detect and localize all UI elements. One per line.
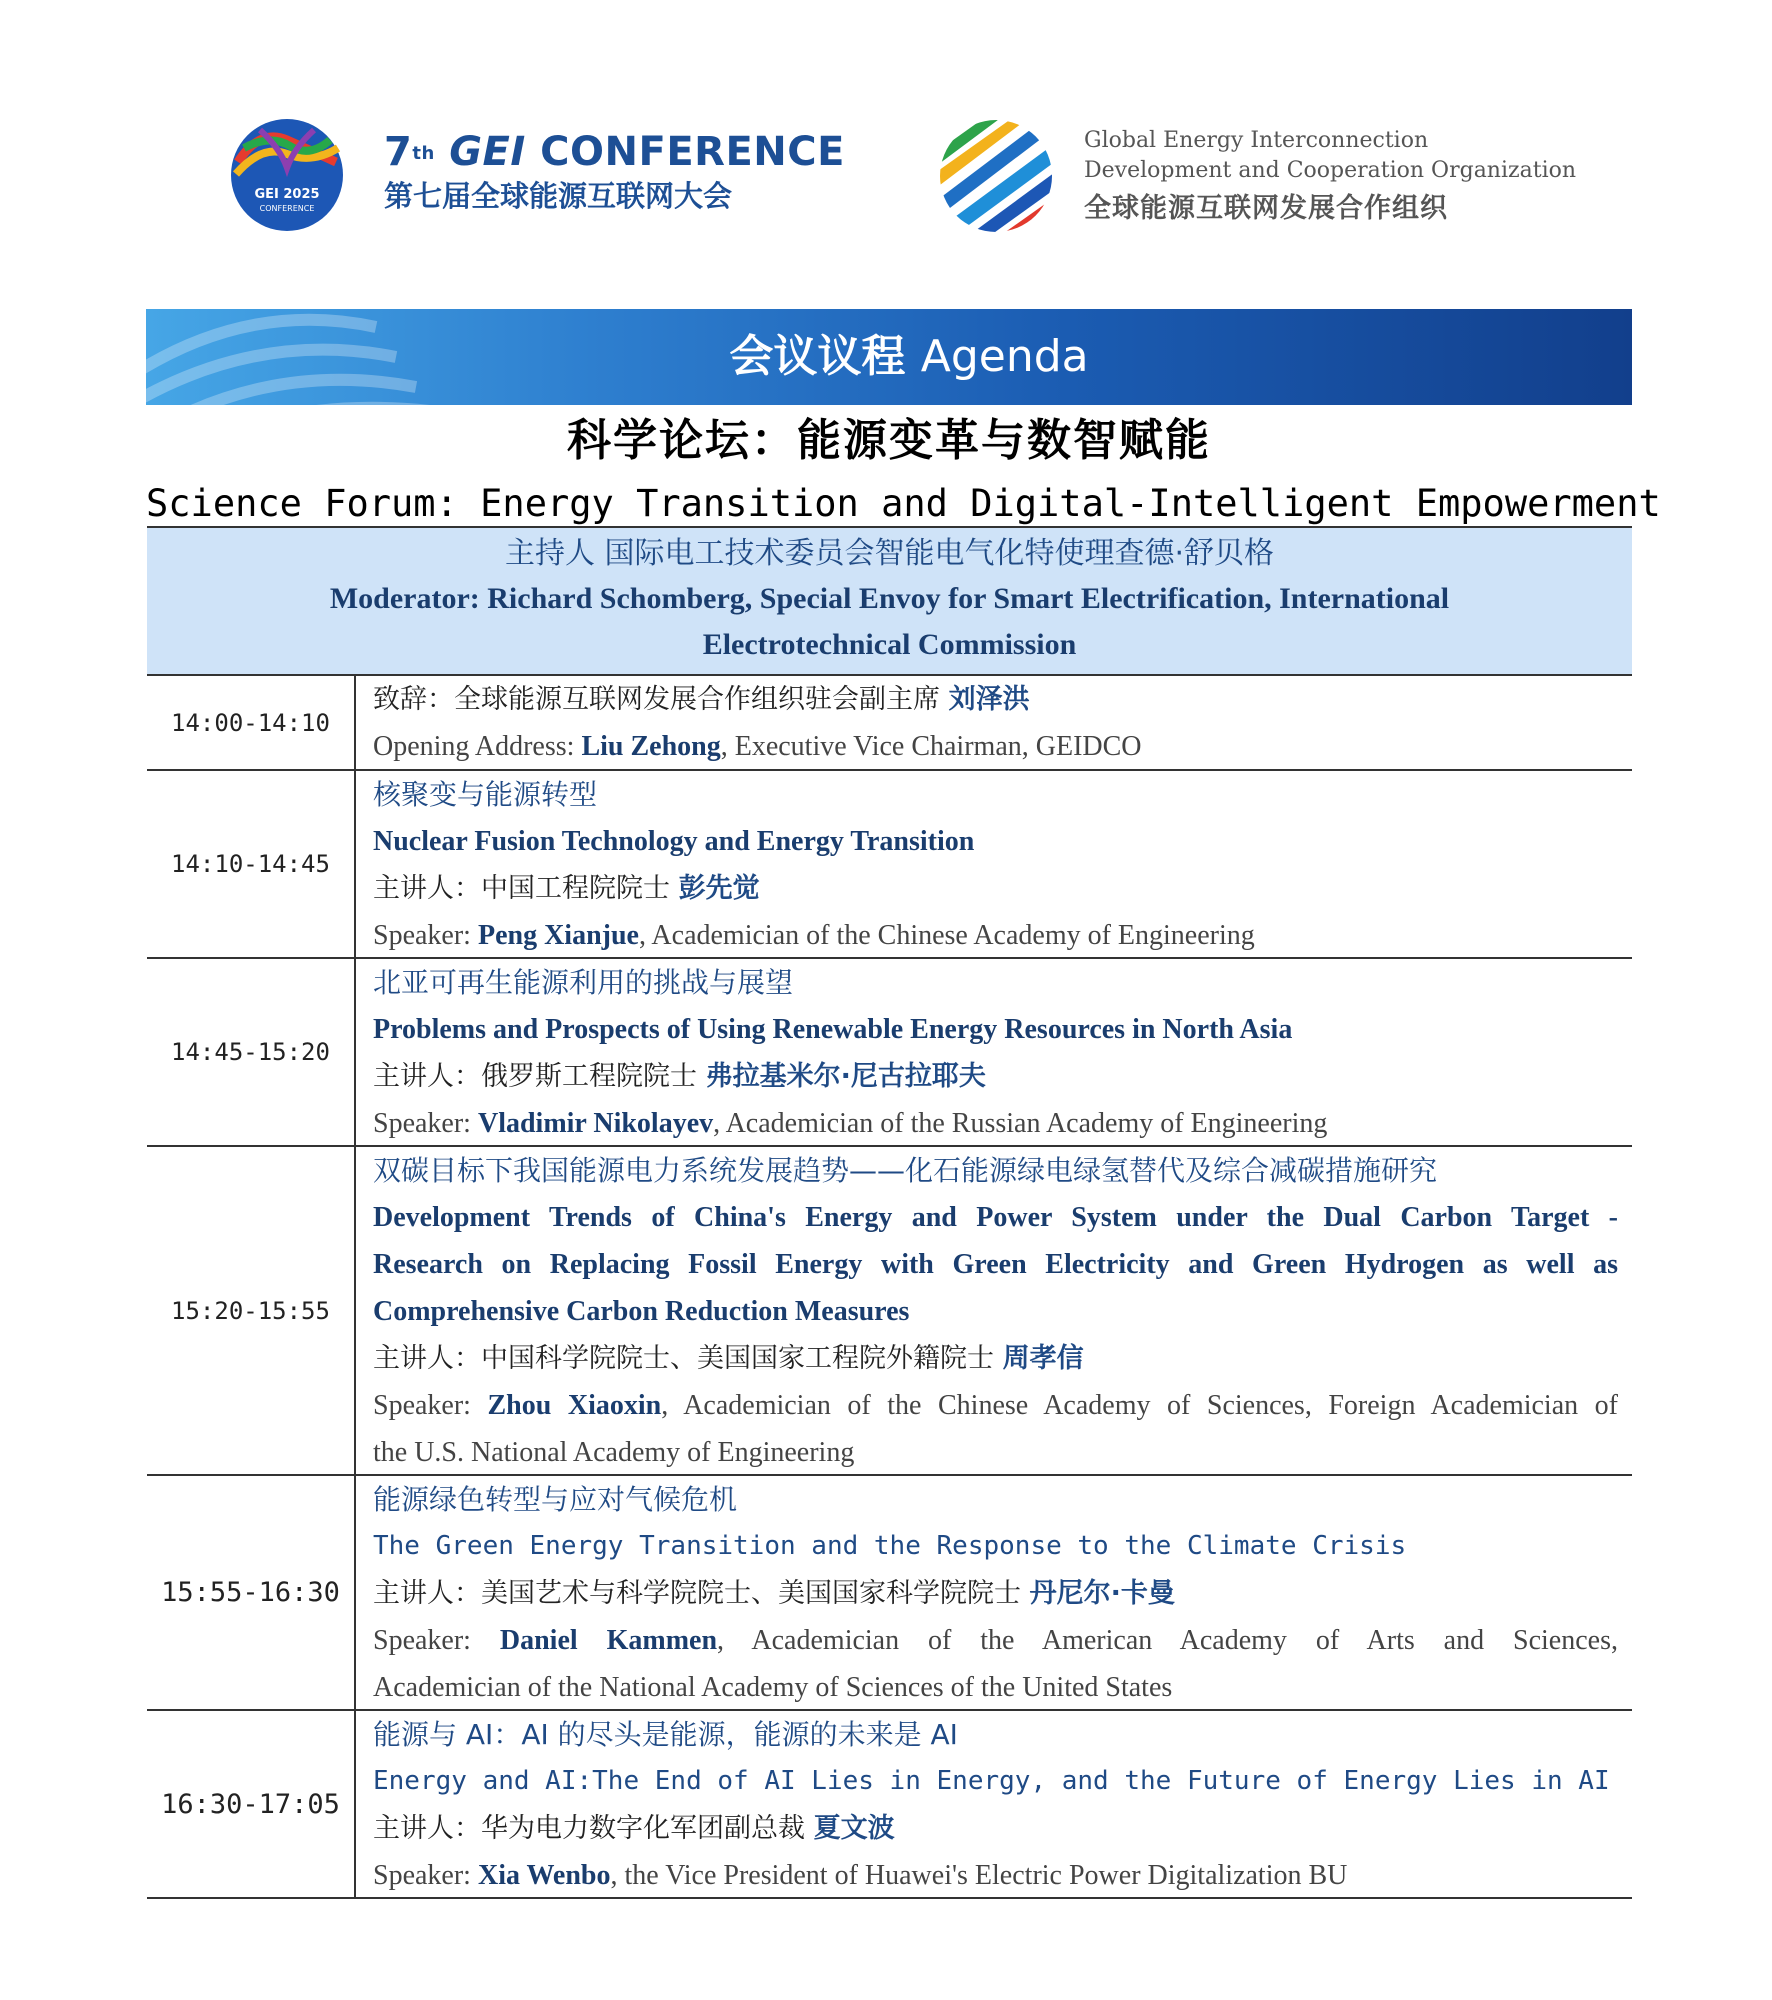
speaker-en: Speaker: Daniel Kammen, Academician of the American Academy of Arts and Sciences,	[373, 1625, 1618, 1656]
session-title-cn: 北亚可再生能源利用的挑战与展望	[373, 966, 794, 999]
session-title-en-line2: Research on Replacing Fossil Energy with Green Electricity and Green Hydrogen as well as	[373, 1249, 1618, 1280]
agenda-banner	[146, 309, 1632, 405]
session-title-cn: 双碳目标下我国能源电力系统发展趋势——化石能源绿电绿氢替代及综合减碳措施研究	[373, 1154, 1438, 1187]
session-time: 14:45-15:20	[147, 959, 356, 1145]
session-time: 15:55-16:30	[147, 1476, 356, 1709]
geidco-logo	[938, 118, 1054, 234]
agenda-banner-title	[146, 309, 1632, 405]
agenda-row-opening	[147, 676, 1632, 771]
session-title-cn: 核聚变与能源转型	[373, 778, 598, 811]
speaker-en: Speaker: Peng Xianjue, Academician of the Chinese Academy of Engineering	[373, 920, 1255, 951]
speaker-en: Speaker: Zhou Xiaoxin, Academician of the Chinese Academy of Sciences, Foreign Academician of	[373, 1390, 1618, 1421]
agenda-row-session	[147, 771, 1632, 959]
badge-text-1: GEI 2025	[254, 187, 320, 202]
agenda-row-session	[147, 1147, 1632, 1476]
opening-speaker-en-name: Liu Zehong	[581, 731, 721, 762]
agenda-table	[147, 526, 1632, 1899]
speaker-en: Speaker: Vladimir Nikolayev, Academician of the Russian Academy of Engineering	[373, 1108, 1328, 1139]
agenda-row-session	[147, 1476, 1632, 1711]
speaker-en-line2: Academician of the National Academy of Sciences of the United States	[373, 1672, 1173, 1703]
agenda-row-session	[147, 959, 1632, 1147]
session-title-en: Energy and AI:The End of AI Lies in Energy, and the Future of Energy Lies in AI	[373, 1766, 1610, 1796]
agenda-banner-cn: 会议议程	[729, 331, 906, 382]
gei-2025-conference-logo	[230, 118, 344, 232]
session-title-cn: 能源绿色转型与应对气候危机	[373, 1483, 738, 1516]
speaker-cn: 主讲人：俄罗斯工程院院士 弗拉基米尔·尼古拉耶夫	[373, 1061, 986, 1092]
session-title-en-line1: Development Trends of China's Energy and Power System under the Dual Carbon Target -	[373, 1202, 1618, 1233]
moderator-cn: 主持人 国际电工技术委员会智能电气化特使理查德·舒贝格	[504, 536, 1275, 571]
agenda-banner-en: Agenda	[920, 331, 1089, 382]
speaker-en-line2: the U.S. National Academy of Engineering	[373, 1437, 855, 1468]
session-time: 15:20-15:55	[147, 1147, 356, 1474]
speaker-en: Speaker: Xia Wenbo, the Vice President of Huawei's Electric Power Digitalization BU	[373, 1860, 1348, 1891]
session-time: 14:00-14:10	[147, 676, 356, 769]
moderator-en-line1: Moderator: Richard Schomberg, Special Envoy for Smart Electrification, International	[329, 582, 1450, 615]
opening-speaker-cn-name: 刘泽洪	[948, 684, 1030, 715]
speaker-cn: 主讲人：华为电力数字化军团副总裁 夏文波	[373, 1813, 895, 1844]
moderator-en-line2: Electrotechnical Commission	[702, 628, 1077, 661]
session-title-cn: 能源与 AI：AI 的尽头是能源，能源的未来是 AI	[373, 1718, 958, 1751]
speaker-cn: 主讲人：美国艺术与科学院院士、美国国家科学院院士 丹尼尔·卡曼	[373, 1578, 1175, 1609]
session-title-en: Nuclear Fusion Technology and Energy Transition	[373, 826, 975, 857]
session-content	[356, 1476, 1632, 1709]
forum-title-en: Science Forum: Energy Transition and Digital-Intelligent Empowerment	[146, 482, 1661, 525]
session-title-en-line3: Comprehensive Carbon Reduction Measures	[373, 1296, 910, 1327]
speaker-cn: 主讲人：中国工程院院士 彭先觉	[373, 873, 760, 904]
session-time: 16:30-17:05	[147, 1711, 356, 1897]
organization-name	[1084, 126, 1576, 228]
session-time: 14:10-14:45	[147, 771, 356, 957]
session-content	[356, 959, 1632, 1145]
organization-cn-name: 全球能源互联网发展合作组织	[1084, 193, 1448, 224]
session-content	[356, 676, 1632, 769]
speaker-cn: 主讲人：中国科学院院士、美国国家工程院外籍院士 周孝信	[373, 1343, 1084, 1374]
badge-text-2: CONFERENCE	[259, 204, 315, 213]
gei-conference-title: 7th GEI CONFERENCE	[384, 129, 845, 175]
gei-conference-name	[384, 130, 845, 216]
organization-en-line1: Global Energy Interconnection	[1084, 128, 1429, 153]
opening-en: Opening Address: Liu Zehong, Executive Vice Chairman, GEIDCO	[373, 731, 1142, 762]
forum-title-cn: 科学论坛：能源变革与数智赋能	[567, 415, 1211, 466]
session-content	[356, 771, 1632, 957]
session-title-en: The Green Energy Transition and the Response to the Climate Crisis	[373, 1531, 1407, 1561]
session-content	[356, 1147, 1632, 1474]
organization-en-line2: Development and Cooperation Organization	[1084, 158, 1577, 183]
moderator-row	[147, 528, 1632, 676]
session-content	[356, 1711, 1632, 1897]
agenda-row-session	[147, 1711, 1632, 1899]
session-title-en: Problems and Prospects of Using Renewable Energy Resources in North Asia	[373, 1014, 1293, 1045]
gei-conference-cn-name: 第七届全球能源互联网大会	[384, 179, 733, 213]
opening-cn: 致辞：全球能源互联网发展合作组织驻会副主席 刘泽洪	[373, 684, 1030, 715]
